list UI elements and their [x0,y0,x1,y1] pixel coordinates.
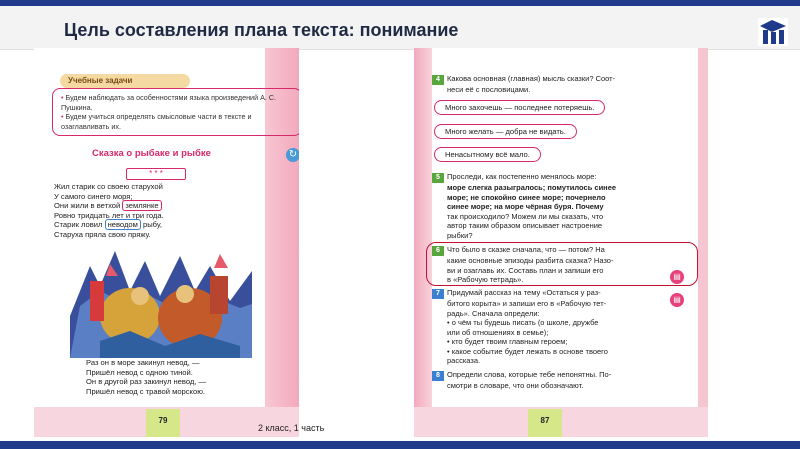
proverb-box: Много желать — добра не видать. [434,124,577,139]
question-5: 5 Проследи, как постепенно менялось море: море слегка разыгралось; помутилось синее море; не спокойно синее море; почернело синее море; на море чёрная буря. Почему так происходило? Можем ли мы сказать, что автор таким образом описывает настроение рыбки? [432,172,616,240]
question-7: 7 Придумай рассказ на тему «Остаться у раз- битого корыта» и запиши его в «Рабочую тет- радь». Сначала определи: • о чём ты будешь писать (о школе, дружбе или об отношениях в семье); • кто будет твоим главным героем; • какое событие будет лежать в основе твоего рассказа. [432,288,608,366]
question-6: 6 Что было в сказке сначала, что — потом? На какие основные эпизоды разбита сказка? Назо- ви и озаглавь их. Составь план и запиши его в «Рабочую тетрадь». [432,245,613,285]
textbook-page-left [34,48,299,437]
proverb-box: Много захочешь — последнее потеряешь. [434,100,605,115]
question-4: 4 Какова основная (главная) мысль сказки? Соот- неси её с пословицами. [432,74,615,95]
task-item: • Будем учиться определять смысловые части в тексте и озаглавливать их. [61,112,252,131]
poem-continuation: Раз он в море закинул невод, — Пришёл невод с одною тиной. Он в другой раз закинул невод, — Пришёл невод с травой морскою. [86,358,207,396]
page-number: 87 [528,409,562,437]
slide-title: Цель составления плана текста: понимание [64,20,459,40]
stars-box: * * * [126,168,186,180]
page-number: 79 [146,409,180,437]
refresh-icon: ↻ [286,148,299,162]
textbook-page-right [414,48,708,437]
page-edge [698,48,708,437]
workbook-icon: ▤ [670,270,684,284]
bottom-bar [0,441,800,449]
logo-icon [758,18,788,46]
workbook-icon: ▤ [670,293,684,307]
tasks-tab: Учебные задачи [60,74,190,88]
footer-note: 2 класс, 1 часть [258,423,325,433]
tale-illustration [70,246,252,358]
highlight-word: землянке [122,200,161,211]
tasks-box [52,88,299,136]
proverb-box: Ненасытному всё мало. [434,147,541,162]
highlight-word: неводом [105,219,141,230]
tale-title: Сказка о рыбаке и рыбке [92,148,211,159]
page-edge [414,48,432,437]
task-item: • Будем наблюдать за особенностями языка произведений А. С. Пушкина. [61,93,277,112]
question-8: 8 Определи слова, которые тебе непонятны. По- смотри в словаре, что они обозначают. [432,370,611,391]
poem: Жил старик со своею старухой У самого синего моря; Они жили в ветхой землянке Ровно тридцать лет и три года. Старик ловил неводом рыбу, Старуха пряла свою пряжу. [54,182,164,239]
